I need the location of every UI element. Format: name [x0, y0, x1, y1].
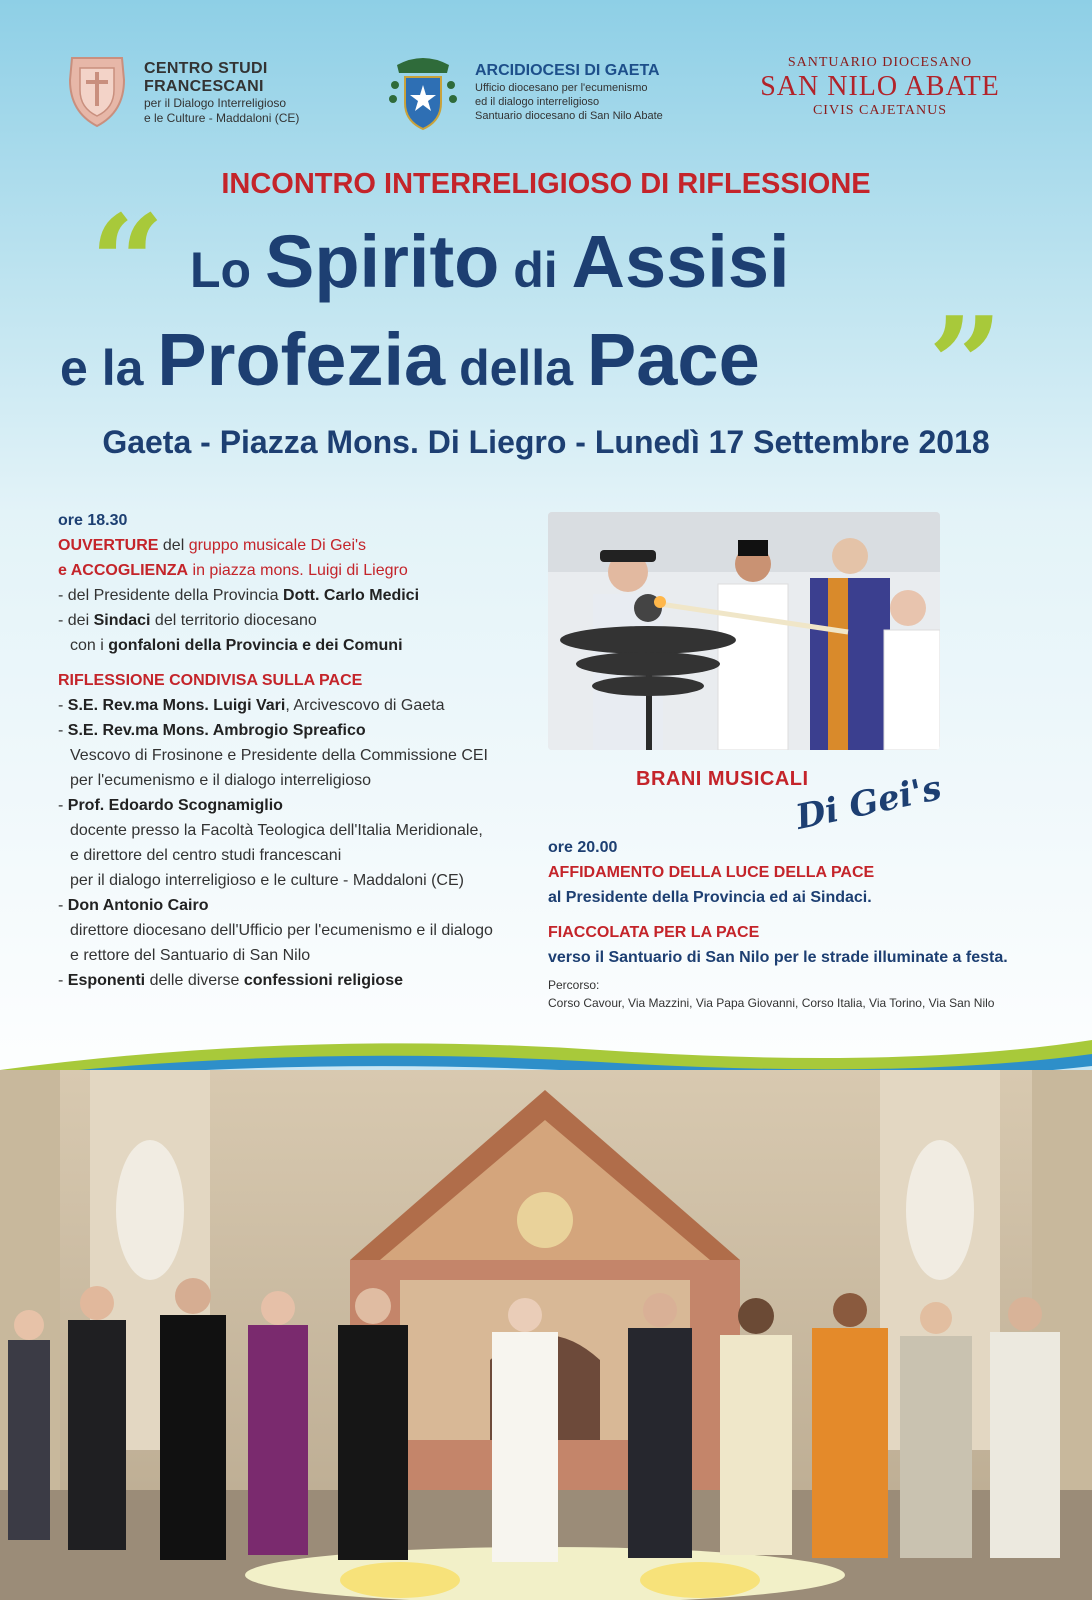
org2-sub-line2: ed il dialogo interreligioso — [475, 96, 600, 108]
org2-name: ARCIDIOCESI DI GAETA — [475, 62, 660, 79]
time-2000: ore 20.00 — [548, 839, 618, 856]
speaker-item: - S.E. Rev.ma Mons. Ambrogio Spreafico — [58, 722, 366, 739]
fiaccolata-text: verso il Santuario di San Nilo per le strade illuminate a festa. — [548, 949, 1008, 966]
event-venue-date: Gaeta - Piazza Mons. Di Liegro - Lunedì 17 Settembre 2018 — [102, 424, 990, 460]
text: confessioni religiose — [243, 972, 403, 989]
list-item — [58, 633, 528, 658]
accoglienza-label: ACCOGLIENZA — [70, 562, 189, 579]
basilica-illustration — [0, 1070, 1092, 1600]
text: con i — [70, 637, 109, 654]
text: e — [58, 562, 71, 579]
ouverture-label: OUVERTURE — [58, 537, 159, 554]
accoglienza-line — [58, 558, 528, 583]
speaker-name: S.E. Rev.ma Mons. Ambrogio Spreafico — [67, 722, 366, 739]
percorso-text: Corso Cavour, Via Mazzini, Via Papa Giovanni, Corso Italia, Via Torino, Via San Nilo — [548, 996, 995, 1010]
music-label: BRANI MUSICALI — [636, 768, 809, 790]
org2-sub-line1: Ufficio diocesano per l'ecumenismo — [475, 82, 648, 94]
speaker-name: Prof. Edoardo Scognamiglio — [67, 797, 283, 814]
ceremony-illustration — [548, 512, 940, 750]
title-word: Profezia — [157, 318, 446, 401]
speaker-item: - Esponenti delle diverse confessioni religiose — [58, 972, 403, 989]
riflessione-title: RIFLESSIONE CONDIVISA SULLA PACE — [58, 672, 363, 689]
title-word: di — [499, 242, 572, 298]
text: del territorio diocesano — [150, 612, 317, 629]
affidamento-title: AFFIDAMENTO DELLA LUCE DELLA PACE — [548, 864, 875, 881]
speaker-desc: e rettore del Santuario di San Nilo — [70, 947, 311, 964]
text: gruppo musicale Di Gei's — [188, 537, 367, 554]
affidamento-text: al Presidente della Provincia ed ai Sindaci. — [548, 889, 872, 906]
text: - del Presidente della Provincia — [58, 587, 284, 604]
text: in piazza mons. Luigi di Liegro — [188, 562, 408, 579]
text: - dei — [58, 612, 94, 629]
org2-sub-line3: Santuario diocesano di San Nilo Abate — [475, 110, 663, 122]
org1-name-line1: CENTRO STUDI — [144, 60, 268, 77]
text: , Arcivescovo di Gaeta — [285, 697, 445, 714]
speaker-name: Don Antonio Cairo — [67, 897, 209, 914]
title-word: della — [445, 340, 587, 396]
sanctuary-line3: CIVIS CAJETANUS — [812, 103, 948, 118]
music-group-name: Di Gei's — [792, 768, 945, 838]
speaker-desc: per il dialogo interreligioso e le culture - Maddaloni (CE) — [70, 872, 464, 889]
event-kicker: INCONTRO INTERRELIGIOSO DI RIFLESSIONE — [221, 168, 871, 200]
speaker-desc: direttore diocesano dell'Ufficio per l'ecumenismo e il dialogo — [70, 922, 493, 939]
list-item — [58, 583, 528, 608]
title-word: Pace — [586, 318, 760, 401]
title-line2 — [60, 320, 760, 421]
speaker-item: - S.E. Rev.ma Mons. Luigi Vari, Arcivescovo di Gaeta — [58, 697, 445, 714]
text: Sindaci — [93, 612, 151, 629]
title-word: Lo — [190, 242, 265, 298]
speaker-desc: e direttore del centro studi francescani — [70, 847, 342, 864]
ouverture-line — [58, 533, 528, 558]
title-line1 — [190, 222, 790, 323]
program-left — [58, 508, 528, 993]
speaker-item: - Prof. Edoardo Scognamiglio — [58, 797, 283, 814]
logo-arcidiocesi — [395, 55, 715, 145]
franciscan-crest-icon — [62, 50, 132, 130]
episcopal-coat-of-arms-icon — [387, 55, 459, 135]
speaker-item: - Don Antonio Cairo — [58, 897, 209, 914]
photo-peace-lamp-ceremony — [548, 512, 940, 750]
org1-sub-line1: per il Dialogo Interreligioso — [144, 96, 287, 110]
time-1830: ore 18.30 — [58, 512, 128, 529]
speaker-desc: per l'ecumenismo e il dialogo interreligioso — [70, 772, 371, 789]
program-right — [548, 835, 1048, 1012]
speaker-name: S.E. Rev.ma Mons. Luigi Vari — [67, 697, 286, 714]
list-item — [58, 608, 528, 633]
close-quote: ” — [928, 288, 1003, 441]
speaker-desc: Vescovo di Frosinone e Presidente della Commissione CEI — [70, 747, 488, 764]
text: gonfaloni della Provincia e dei Comuni — [108, 637, 403, 654]
speaker-desc: docente presso la Facoltà Teologica dell'Italia Meridionale, — [70, 822, 483, 839]
title-word: Assisi — [571, 220, 790, 303]
photo-assisi-basilica-gathering — [0, 1070, 1092, 1600]
text: Dott. Carlo Medici — [283, 587, 420, 604]
org1-sub-line2: e le Culture - Maddaloni (CE) — [144, 111, 300, 125]
title-word: e la — [60, 340, 158, 396]
text: delle diverse — [145, 972, 244, 989]
title-word: Spirito — [264, 220, 500, 303]
open-quote: “ — [90, 186, 165, 339]
org1-name-line2: FRANCESCANI — [144, 78, 264, 95]
fiaccolata-title: FIACCOLATA PER LA PACE — [548, 924, 760, 941]
percorso-label: Percorso: — [548, 978, 600, 992]
text: del — [158, 537, 189, 554]
sanctuary-line1: SANTUARIO DIOCESANO — [787, 55, 973, 70]
text: Esponenti — [67, 972, 146, 989]
sanctuary-line2: SAN NILO ABATE — [760, 71, 1000, 102]
logo-san-nilo — [730, 55, 1030, 125]
